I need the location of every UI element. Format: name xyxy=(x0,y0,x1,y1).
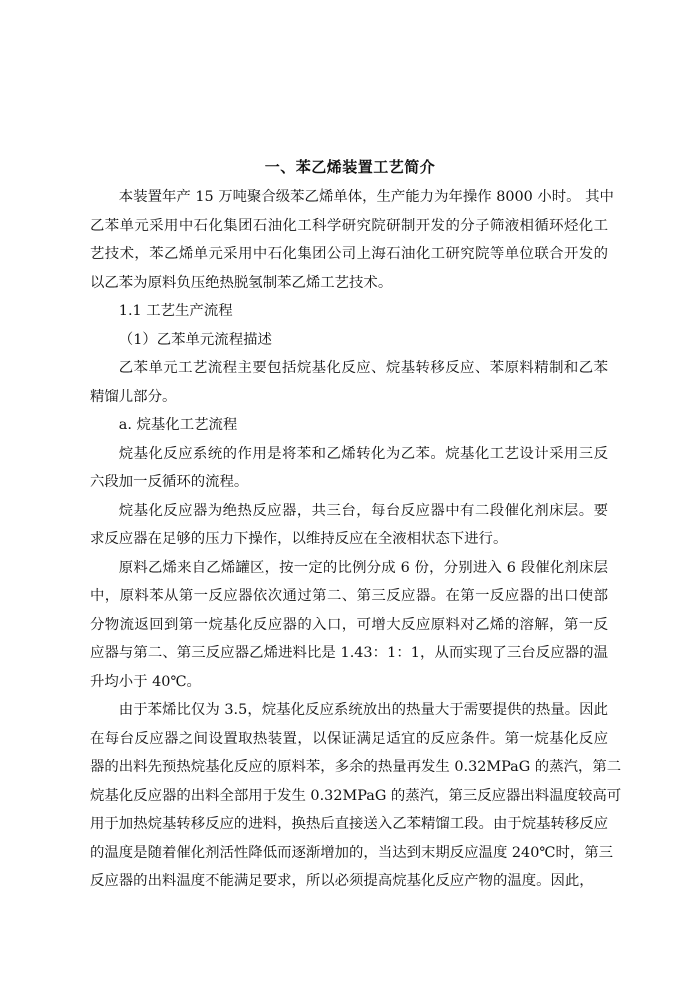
text-line: 分物流返回到第一烷基化反应器的入口，可增大反应原料对乙烯的溶解，第一反 xyxy=(90,616,608,633)
text-line: 乙苯单元工艺流程主要包括烷基化反应、烷基转移反应、苯原料精制和乙苯 xyxy=(118,360,608,376)
text-line: 器的出料先预热烷基化反应的原料苯，多余的热量再发生 0.32MPaG 的蒸汽，第二 xyxy=(90,759,622,775)
text-line: 的温度是随着催化剂活性降低而逐渐增加的，当达到末期反应温度 240℃时，第三 xyxy=(90,844,614,861)
subsection-heading: （1）乙苯单元流程描述 xyxy=(118,331,272,348)
text-line: 升均小于 40℃。 xyxy=(90,673,201,690)
text-line: 烷基化反应系统的作用是将苯和乙烯转化为乙苯。烷基化工艺设计采用三反 xyxy=(118,445,608,462)
text-line: 反应器的出料温度不能满足要求，所以必须提高烷基化反应产物的温度。因此， xyxy=(90,873,594,889)
subsection-heading: 1.1 工艺生产流程 xyxy=(118,303,233,319)
text-line: 求反应器在足够的压力下操作，以维持反应在全液相状态下进行。 xyxy=(90,531,508,547)
text-line: 以乙苯为原料负压绝热脱氢制苯乙烯工艺技术。 xyxy=(90,274,393,291)
text-line: 中，原料苯从第一反应器依次通过第二、第三反应器。在第一反应器的出口使部 xyxy=(90,588,608,604)
text-line: 由于苯烯比仅为 3.5，烷基化反应系统放出的热量大于需要提供的热量。因此 xyxy=(118,702,608,718)
text-line: 用于加热烷基转移反应的进料，换热后直接送入乙苯精馏工段。由于烷基转移反应 xyxy=(90,816,609,832)
text-line: 六段加一反循环的流程。 xyxy=(90,474,249,490)
section-title: 一、苯乙烯装置工艺简介 xyxy=(264,158,436,176)
text-line: 本装置年产 15 万吨聚合级苯乙烯单体，生产能力为年操作 8000 小时。 其中 xyxy=(118,189,614,205)
document-body xyxy=(90,183,622,896)
text-line: 精馏儿部分。 xyxy=(90,388,177,405)
text-line: 应器与第二、第三反应器乙烯进料比是 1.43：1：1，从而实现了三台反应器的温 xyxy=(90,645,608,661)
text-line: 原料乙烯来自乙烯罐区，按一定的比例分成 6 份，分别进入 6 段催化剂床层 xyxy=(118,559,608,576)
text-line: 艺技术，苯乙烯单元采用中石化集团公司上海石油化工研究院等单位联合开发的 xyxy=(90,246,608,262)
text-line: 烷基化反应器的出料全部用于发生 0.32MPaG 的蒸汽，第三反应器出料温度较高可 xyxy=(90,787,622,804)
subsection-heading: a. 烷基化工艺流程 xyxy=(118,417,238,433)
text-line: 烷基化反应器为绝热反应器，共三台，每台反应器中有二段催化剂床层。要 xyxy=(118,502,608,519)
text-line: 乙苯单元采用中石化集团石油化工科学研究院研制开发的分子筛液相循环烃化工 xyxy=(90,217,608,234)
text-line: 在每台反应器之间设置取热装置，以保证满足适宜的反应条件。第一烷基化反应 xyxy=(90,730,608,747)
